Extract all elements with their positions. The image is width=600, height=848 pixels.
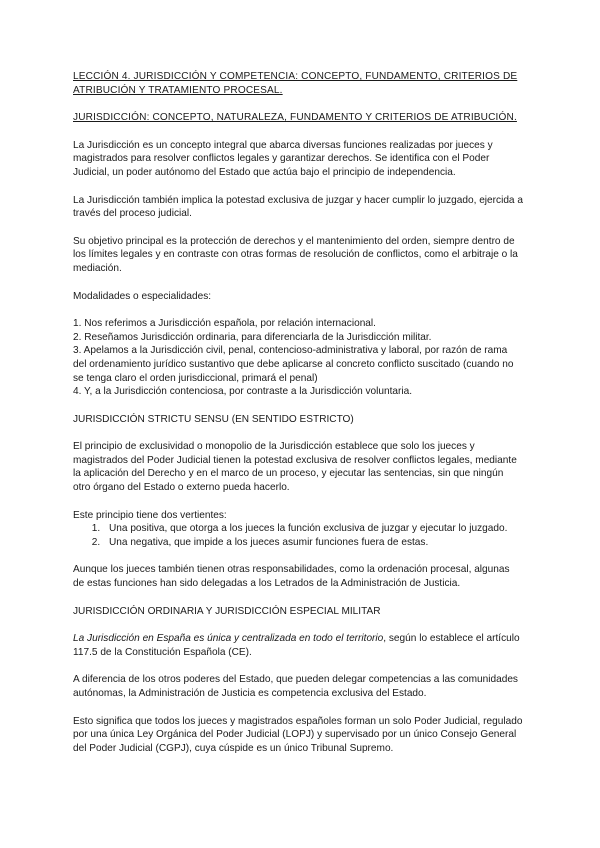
document-page <box>73 70 523 755</box>
paragraph-continuation: , según lo establece el artículo 117.5 de la Constitución Española (CE). <box>73 633 520 658</box>
section-3-heading: JURISDICCIÓN ORDINARIA Y JURISDICCIÓN ESPECIAL MILITAR <box>73 605 381 617</box>
section-1-heading: JURISDICCIÓN: CONCEPTO, NATURALEZA, FUNDAMENTO Y CRITERIOS DE ATRIBUCIÓN. <box>73 112 517 124</box>
italic-phrase: La Jurisdicción en España es única y centralizada en todo el territorio <box>73 633 384 645</box>
modalidades-list <box>73 317 523 399</box>
paragraph-competencia-estado: A diferencia de los otros poderes del Estado, que pueden delegar competencias a las comunidades autónomas, la Administración de Justicia es competencia exclusiva del Estado. <box>73 674 518 699</box>
paragraph-vertientes-intro: Este principio tiene dos vertientes: <box>73 509 227 521</box>
list-item: 2. Una negativa, que impide a los jueces asumir funciones fuera de estas. <box>103 536 523 550</box>
list-item: 1. Una positiva, que otorga a los jueces la función exclusiva de juzgar y ejecutar lo juzgado. <box>103 522 523 536</box>
modalidades-heading: Modalidades o especialidades: <box>73 290 212 302</box>
list-item: 1. Nos referimos a Jurisdicción española, por relación internacional. <box>73 318 376 330</box>
paragraph-jurisdiccion-unica <box>73 632 523 659</box>
paragraph-objetivo: Su objetivo principal es la protección de derechos y el mantenimiento del orden, siempre dentro de los límites legales y en contraste con otras formas de resolución de conflictos, como el arbitraje o la mediación. <box>73 235 518 274</box>
paragraph-exclusividad: El principio de exclusividad o monopolio de la Jurisdicción establece que solo los jueces y magistrados del Poder Judicial tienen la potestad exclusiva de resolver conflictos legales, mediante la aplicación del Derecho y en el marco de un proceso, y ejecutar las sentencias, sin que ningún otro órgano del Estado o externo pueda hacerlo. <box>73 441 517 494</box>
paragraph-poder-judicial: Esto significa que todos los jueces y magistrados españoles forman un solo Poder Judicial, regulado por una única Ley Orgánica del Poder Judicial (LOPJ) y supervisado por un único Consejo General del Poder Judicial (CGPJ), cuya cúspide es un único Tribunal Supremo. <box>73 715 523 754</box>
vertientes-list <box>73 522 523 549</box>
paragraph-jurisdiccion-concepto: La Jurisdicción es un concepto integral que abarca diversas funciones realizadas por jueces y magistrados para resolver conflictos legales y garantizar derechos. Se identifica con el Poder Judicial, un poder autónomo del Estado que actúa bajo el principio de independencia. <box>73 139 493 178</box>
paragraph-potestad: La Jurisdicción también implica la potestad exclusiva de juzgar y hacer cumplir lo juzgado, ejercida a través del proceso judicial. <box>73 194 523 220</box>
paragraph-otras-responsabilidades: Aunque los jueces también tienen otras responsabilidades, como la ordenación procesal, algunas de estas funciones han sido delegadas a los Letrados de la Administración de Justicia. <box>73 564 510 590</box>
list-item: 2. Reseñamos Jurisdicción ordinaria, para diferenciarla de la Jurisdicción militar. <box>73 331 432 343</box>
list-item: 4. Y, a la Jurisdicción contenciosa, por contraste a la Jurisdicción voluntaria. <box>73 386 413 398</box>
list-item: 3. Apelamos a la Jurisdicción civil, penal, contencioso-administrativa y laboral, por razón de rama del ordenamiento jurídico sustantivo que debe aplicarse al concreto conflicto suscitado (cuando no se tenga claro el orden jurisdiccional, primará el penal) <box>73 345 514 384</box>
section-2-heading: JURISDICCIÓN STRICTU SENSU (EN SENTIDO ESTRICTO) <box>73 413 354 425</box>
document-title: LECCIÓN 4. JURISDICCIÓN Y COMPETENCIA: CONCEPTO, FUNDAMENTO, CRITERIOS DE ATRIBUCIÓN Y TRATAMIENTO PROCESAL. <box>73 71 518 96</box>
